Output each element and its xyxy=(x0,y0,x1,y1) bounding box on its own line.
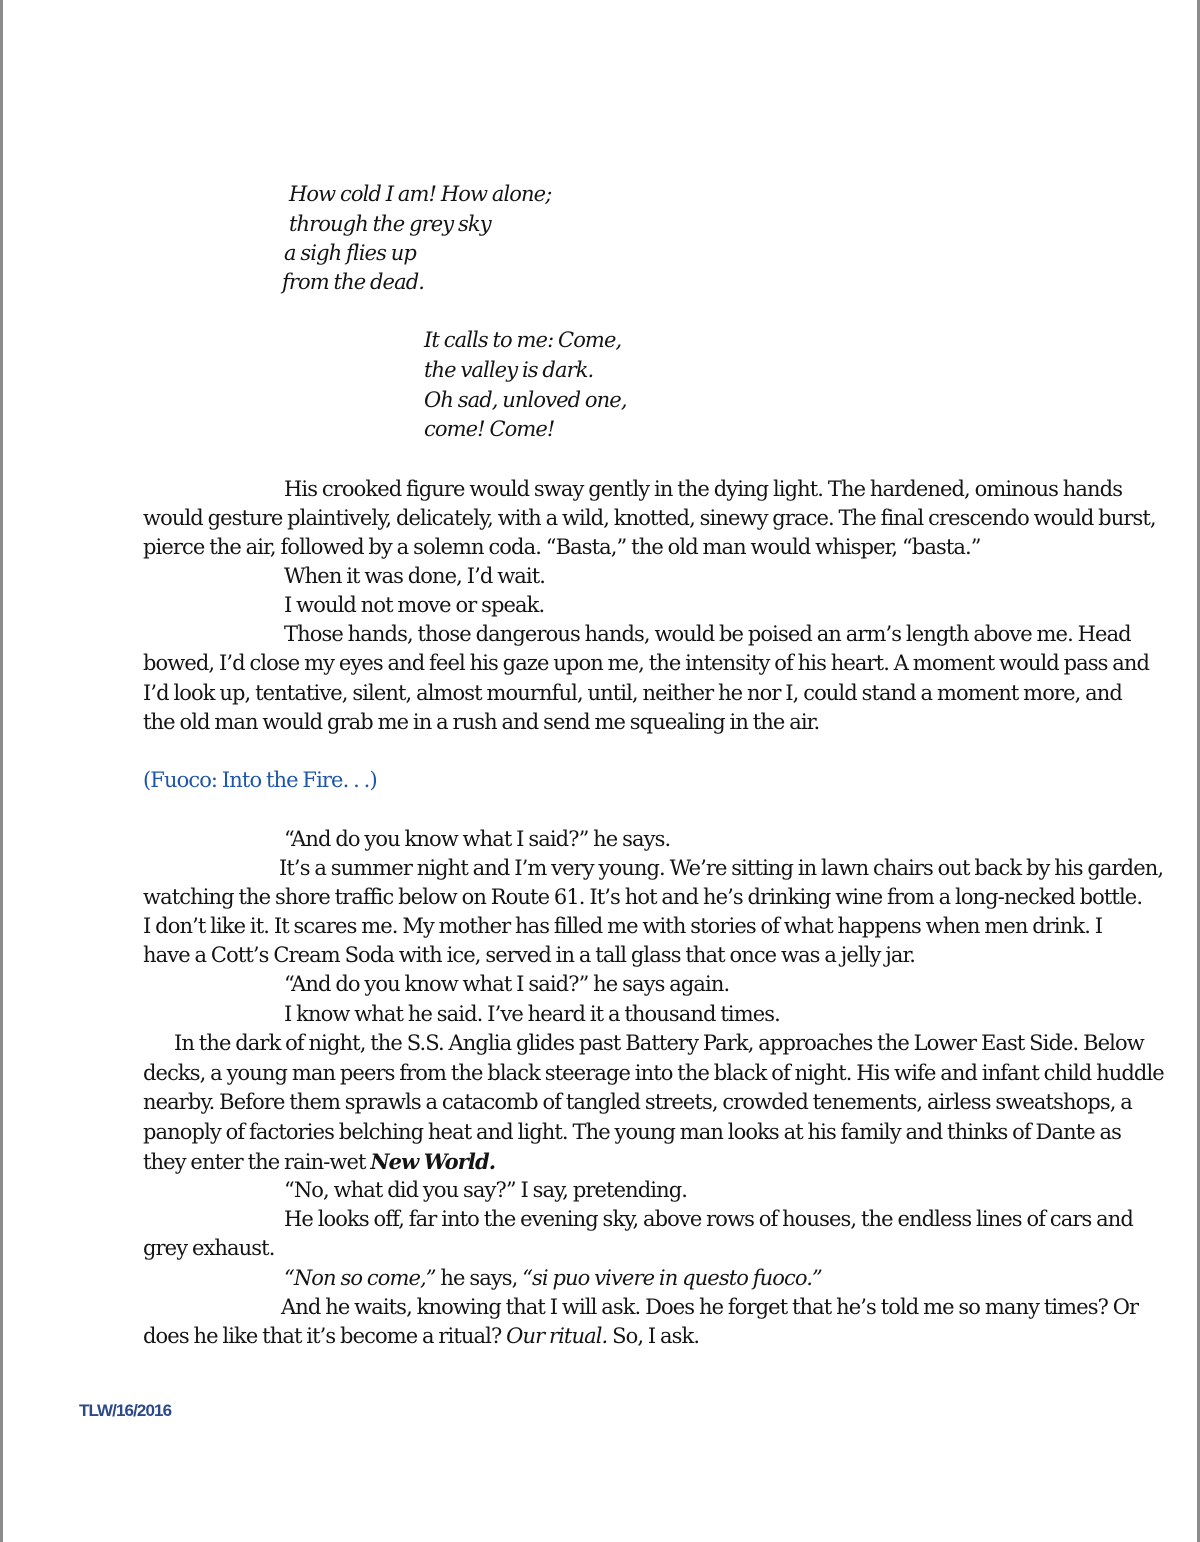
italic-quote: “Non so come,” xyxy=(284,1266,436,1290)
text-line xyxy=(143,1147,495,1176)
emphasis-text: Our ritual. xyxy=(506,1324,608,1348)
text-line: watching the shore traffic below on Route 61. It’s hot and he’s drinking wine from a long-necked bottle. xyxy=(143,885,1143,909)
italic-quote: “si puo vivere in questo fuoco.” xyxy=(522,1266,822,1290)
poem-line: a sigh flies up xyxy=(284,241,416,265)
poem-line: come! Come! xyxy=(424,417,555,441)
text-line: In the dark of night, the S.S. Anglia glides past Battery Park, approaches the Lower East Side. Below xyxy=(174,1031,1144,1055)
text-line: have a Cott’s Cream Soda with ice, served in a tall glass that once was a jelly jar. xyxy=(143,943,916,967)
section-heading: (Fuoco: Into the Fire. . .) xyxy=(143,768,377,792)
text-line: would gesture plaintively, delicately, with a wild, knotted, sinewy grace. The final crescendo would burst, xyxy=(143,506,1156,530)
text-line: His crooked figure would sway gently in the dying light. The hardened, ominous hands xyxy=(284,477,1123,501)
poem-line: It calls to me: Come, xyxy=(424,328,622,352)
text-line: And he waits, knowing that I will ask. Does he forget that he’s told me so many times? Or xyxy=(281,1295,1139,1319)
poem-line: from the dead. xyxy=(282,270,425,294)
text-line: nearby. Before them sprawls a catacomb of tangled streets, crowded tenements, airless sweatshops, a xyxy=(143,1090,1132,1114)
text-line: He looks off, far into the evening sky, above rows of houses, the endless lines of cars and xyxy=(284,1207,1133,1231)
paragraph: “No, what did you say?” I say, pretending. xyxy=(284,1178,688,1202)
paragraph: “And do you know what I said?” he says again. xyxy=(284,972,730,996)
text-line: Those hands, those dangerous hands, would be poised an arm’s length above me. Head xyxy=(284,622,1131,646)
paragraph: “And do you know what I said?” he says. xyxy=(284,827,671,851)
text-line: bowed, I’d close my eyes and feel his gaze upon me, the intensity of his heart. A moment would pass and xyxy=(143,651,1150,675)
text-span: they enter the rain-wet xyxy=(143,1150,371,1174)
paragraph: I know what he said. I’ve heard it a thousand times. xyxy=(284,1002,780,1026)
text-span: he says, xyxy=(435,1266,523,1290)
text-span: does he like that it’s become a ritual? xyxy=(143,1324,507,1348)
text-line: It’s a summer night and I’m very young. We’re sitting in lawn chairs out back by his garden, xyxy=(279,856,1164,880)
emphasis-text: New World. xyxy=(370,1149,496,1174)
text-span: So, I ask. xyxy=(607,1324,700,1348)
paragraph xyxy=(284,1264,822,1293)
paragraph: When it was done, I’d wait. xyxy=(284,564,546,588)
text-line xyxy=(143,1322,699,1351)
text-line: panoply of factories belching heat and light. The young man looks at his family and thinks of Dante as xyxy=(143,1120,1122,1144)
text-line: grey exhaust. xyxy=(143,1236,275,1260)
poem-line: the valley is dark. xyxy=(424,358,594,382)
footer-mark: TLW/16/2016 xyxy=(79,1401,172,1420)
text-line: the old man would grab me in a rush and send me squealing in the air. xyxy=(143,710,820,734)
poem-line: through the grey sky xyxy=(289,212,491,236)
poem-line: Oh sad, unloved one, xyxy=(424,388,627,412)
text-line: pierce the air, followed by a solemn coda. “Basta,” the old man would whisper, “basta.” xyxy=(143,535,981,559)
text-line: I’d look up, tentative, silent, almost mournful, until, neither he nor I, could stand a moment more, and xyxy=(143,681,1122,705)
paragraph: I would not move or speak. xyxy=(284,593,545,617)
text-line: decks, a young man peers from the black steerage into the black of night. His wife and infant child huddle xyxy=(143,1061,1164,1085)
text-line: I don’t like it. It scares me. My mother has filled me with stories of what happens when men drink. I xyxy=(143,914,1103,938)
poem-line: How cold I am! How alone; xyxy=(289,182,552,206)
